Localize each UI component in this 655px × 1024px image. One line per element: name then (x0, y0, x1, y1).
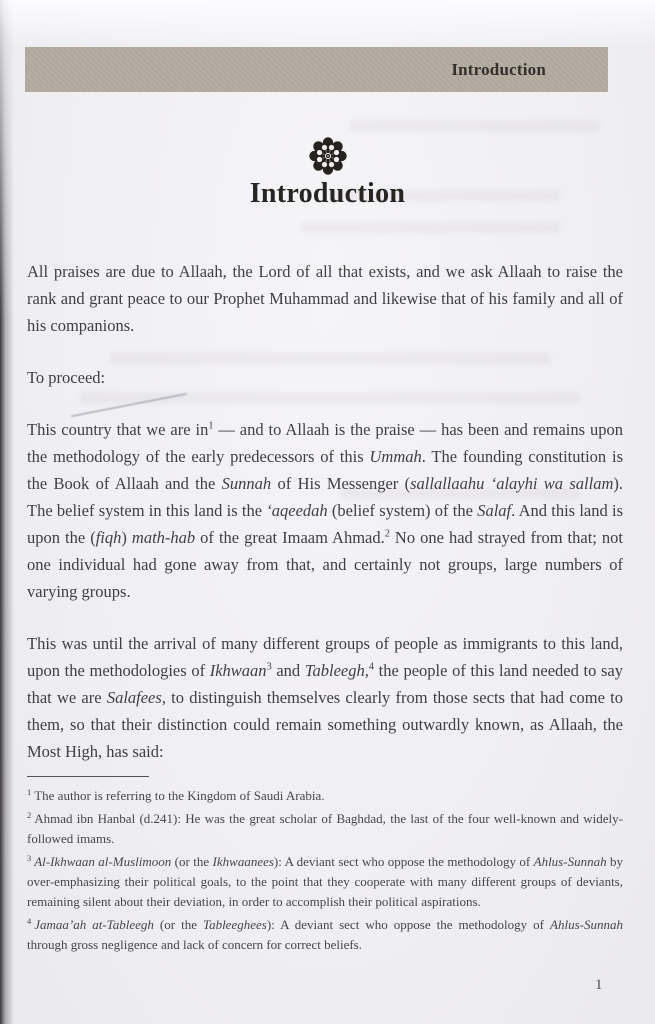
page-number: 1 (595, 977, 603, 993)
scan-binding-shadow (0, 0, 14, 1024)
paragraph-to-proceed: To proceed: (27, 368, 106, 387)
footnote-1 (27, 786, 623, 806)
footnote-marker: 1 (27, 786, 32, 797)
footnote-text: The author is referring to the Kingdom of Saudi Arabia. (34, 788, 325, 803)
paragraph-arrival-of-groups: This was until the arrival of many different groups of people as immigrants to this land, upon the methodologies of Ikhwaan$^3$ and Tableegh,$^4$ the people of this land needed to say that we are Salafees, to distinguish themselves clearly from those sects that had come to them, so that their distinction could remain something outwardly known, as Allaah, the Most High, has said: (27, 634, 623, 761)
scan-top-highlight (0, 0, 655, 46)
paragraph-country-methodology: This country that we are $in^1$ — and to Allaah is the praise — has been and remains upon the methodology of the early predecessors of this Ummah. The founding constitution is the Book of Allaah and the Sunnah of His Messenger (sallallaahu ‘alayhi wa sallam). The belief system in this land is the ‘aqeedah (belief system) of the Salaf. And this land is upon the (fiqh) math-hab of the great Imaam Ahmad.$^2$ No one had strayed from that; not one individual had gone away from that, and certainly not groups, large numbers of varying groups. (27, 420, 623, 601)
bleedthrough-artifact (300, 222, 560, 233)
footnote-marker: 2 (27, 809, 32, 820)
page-title: Introduction (249, 178, 406, 209)
paragraph-opening-praise: All praises are due to Allaah, the Lord of all that exists, and we ask Allaah to raise the rank and grant peace to our Prophet Muhammad and likewise that of his family and all of his companions. (27, 262, 623, 335)
footnote-text: Al-Ikhwaan al-Muslimoon (or the Ikhwaanees): A deviant sect who oppose the methodology of Ahlus-Sunnah by over-emphasizing their political goals, to the point that they cooperate with many different groups of deviants, remaining silent about their deviation, in order to accomplish their political aspirations. (27, 854, 623, 909)
footnote-separator-rule (27, 776, 149, 777)
footnote-2 (27, 809, 623, 849)
footnote-3 (27, 852, 623, 912)
bleedthrough-artifact (350, 120, 600, 132)
running-header-title: Introduction (451, 59, 546, 79)
footnote-4 (27, 915, 623, 955)
footnote-marker: 4 (27, 915, 32, 926)
footnotes (27, 776, 623, 958)
footnote-marker: 3 (27, 852, 32, 863)
rosette-icon (308, 136, 348, 176)
body-text (27, 258, 623, 765)
running-header-band (25, 47, 608, 92)
footnote-text: Ahmad ibn Hanbal (d.241): He was the great scholar of Baghdad, the last of the four well-known and widely-followed imams. (27, 811, 623, 846)
footnote-text: Jamaa’ah at-Tableegh (or the Tableeghees): A deviant sect who oppose the methodology of Ahlus-Sunnah through gross negligence and lack of concern for correct beliefs. (27, 917, 623, 952)
